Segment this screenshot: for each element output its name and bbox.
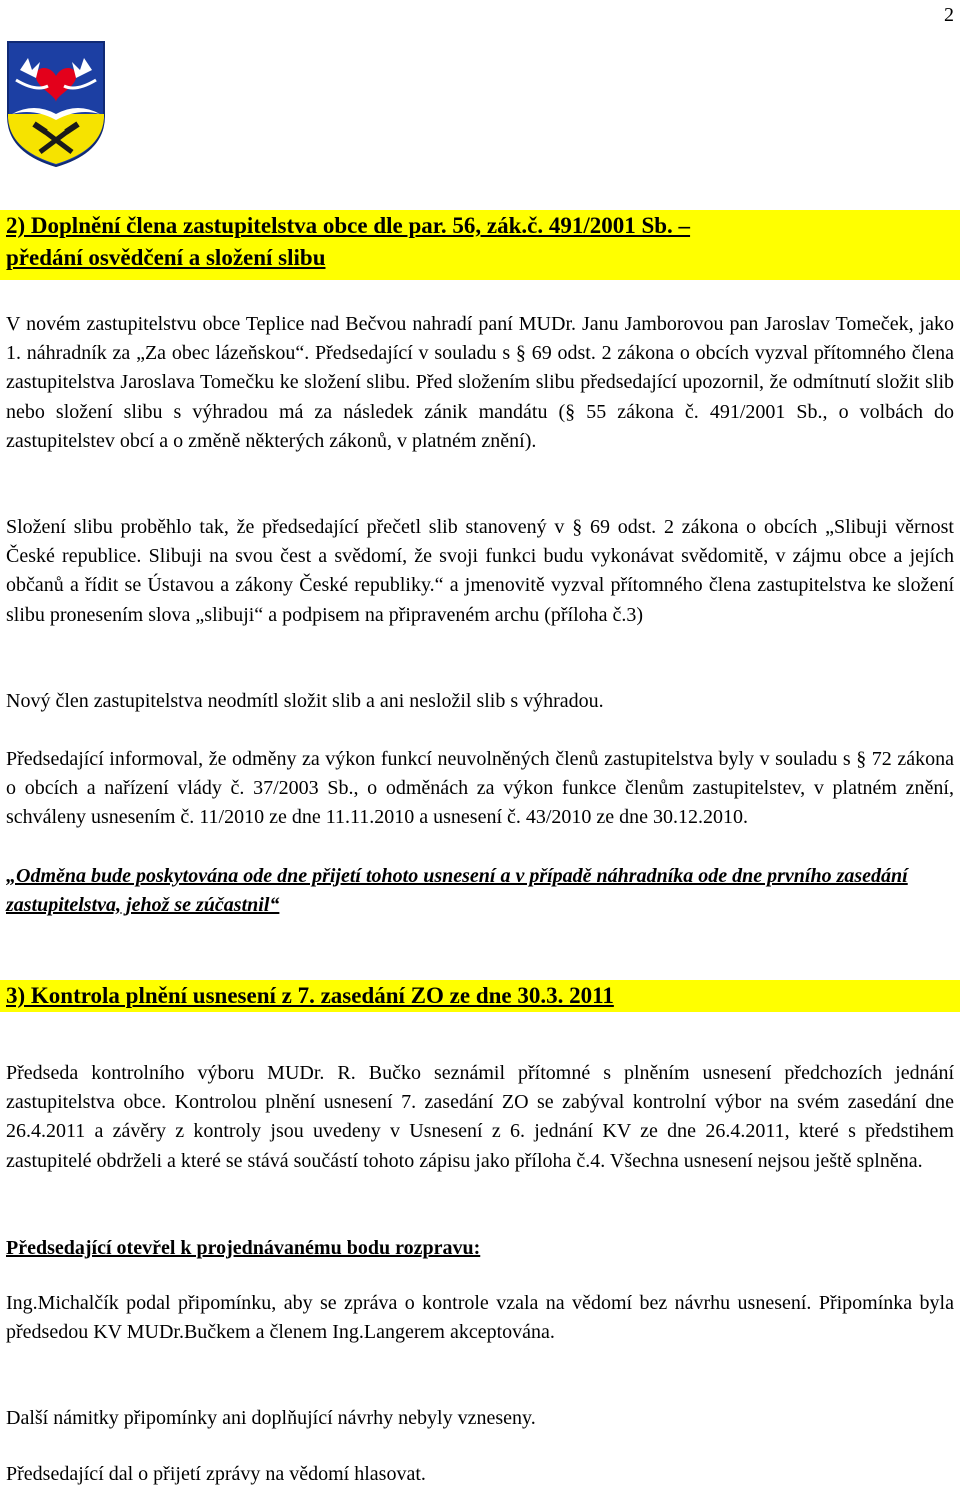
- section2-heading-line2: předání osvědčení a složení slibu: [6, 245, 326, 270]
- section3-subheading: Předsedající otevřel k projednávanému bodu rozpravu:: [6, 1237, 481, 1259]
- section2-heading-highlight: [0, 210, 960, 280]
- section3-heading-highlight: [0, 980, 960, 1012]
- section3-paragraph-4: Předsedající dal o přijetí zprávy na vědomí hlasovat.: [6, 1463, 426, 1485]
- section2-paragraph-4: Předsedající informoval, že odměny za výkon funkcí neuvolněných členů zastupitelstva byly v souladu s § 72 zákona o obcích a nařízení vlády č. 37/2003 Sb., o odměnách za výkon funkce členům zastupitelstev, v platném znění, schváleny usnesením č. 11/2010 ze dne 11.11.2010 a usnesení č. 43/2010 ze dne 30.12.2010.: [6, 748, 954, 829]
- section3-paragraph-3: Další námitky připomínky ani doplňující návrhy nebyly vzneseny.: [6, 1407, 536, 1429]
- section3-paragraph-1: Předseda kontrolního výboru MUDr. R. Bučko seznámil přítomné s plněním usnesení předchozích jednání zastupitelstva obce. Kontrolou plnění usnesení 7. zasedání ZO se zabýval kontrolní výbor na svém zasedání dne 26.4.2011 a závěry z kontroly jsou uvedeny v Usnesení z 6. jednání KV ze dne 26.4.2011, které s předstihem zastupitelé obdrželi a které se stává součástí tohoto zápisu jako příloha č.4. Všechna usnesení nejsou ještě splněna.: [6, 1062, 954, 1172]
- section3-heading: 3) Kontrola plnění usnesení z 7. zasedání ZO ze dne 30.3. 2011: [6, 983, 614, 1008]
- page-number: 2: [944, 4, 954, 26]
- section3-paragraph-2: Ing.Michalčík podal připomínku, aby se zpráva o kontrole vzala na vědomí bez návrhu usnesení. Připomínka byla předsedou KV MUDr.Bučkem a členem Ing.Langerem akceptována.: [6, 1292, 954, 1344]
- section2-resolution-quote: „Odměna bude poskytována ode dne přijetí tohoto usnesení a v případě náhradníka ode dne prvního zasedání zastupitelstva, jehož se zúčastnil“: [6, 865, 908, 917]
- section2-paragraph-2: Složení slibu proběhlo tak, že předsedající přečetl slib stanovený v § 69 odst. 2 zákona o obcích „Slibuji věrnost České republice. Slibuji na svou čest a svědomí, že svoji funkci budu vykonávat svědomitě, v zájmu obce a jejích občanů a řídit se Ústavou a zákony České republiky.“ a jmenovitě vyzval přítomného člena zastupitelstva ke složení slibu pronesením slova „slibuji“ a podpisem na připraveném archu (příloha č.3): [6, 516, 954, 626]
- section2-paragraph-1: V novém zastupitelstvu obce Teplice nad Bečvou nahradí paní MUDr. Janu Jamborovou pan Jaroslav Tomeček, jako 1. náhradník za „Za obec lázeňskou“. Předsedající v souladu s § 69 odst. 2 zákona o obcích vyzval přítomného člena zastupitelstva Jaroslava Tomečku ke složení slibu. Před složením slibu předsedající upozornil, že odmítnutí složit slib nebo složení slibu s výhradou má za následek zánik mandátu (§ 55 zákona č. 491/2001 Sb., o volbách do zastupitelstev obcí a o změně některých zákonů, v platném znění).: [6, 313, 954, 452]
- section2-heading-line1: 2) Doplnění člena zastupitelstva obce dle par. 56, zák.č. 491/2001 Sb. –: [6, 213, 691, 238]
- section2-paragraph-3: Nový člen zastupitelstva neodmítl složit slib a ani nesložil slib s výhradou.: [6, 690, 604, 712]
- coat-of-arms-icon: [6, 40, 106, 168]
